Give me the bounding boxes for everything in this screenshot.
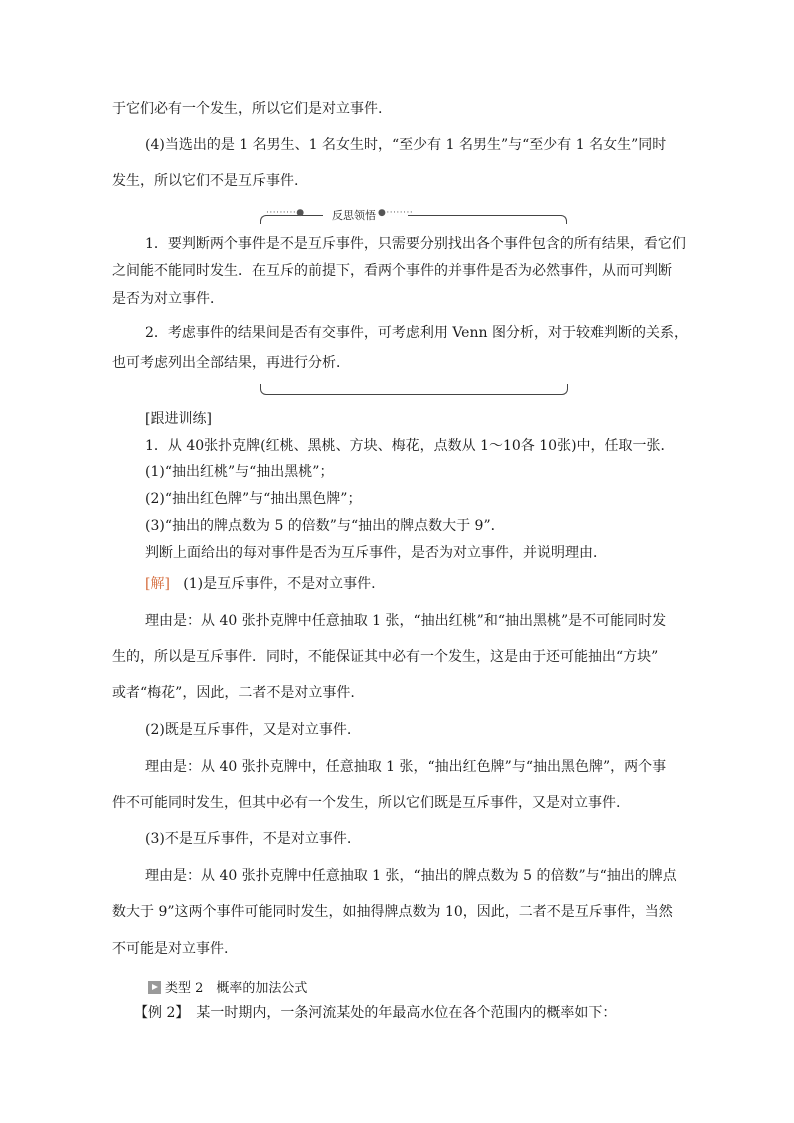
solution-line: (2)既是互斥事件，又是对立事件. [145, 722, 352, 738]
solution-line: 理由是：从 40 张扑克牌中任意抽取 1 张，“抽出红桃”和“抽出黑桃”是不可能同时发 [145, 613, 667, 629]
solution-line: 生的，所以是互斥事件．同时，不能保证其中必有一个发生，这是由于还可能抽出“方块” [112, 649, 659, 665]
solution-line: 数大于 9”这两个事件可能同时发生，如抽得牌点数为 10，因此，二者不是互斥事件，当然 [112, 904, 673, 920]
solution-line: 或者“梅花”，因此，二者不是对立事件. [112, 685, 355, 701]
practice-line: 1．从 40张扑克牌(红桃、黑桃、方块、梅花，点数从 1～10各 10张)中，任取一张． [145, 438, 675, 454]
paragraph: (4)当选出的是 1 名男生、1 名女生时，“至少有 1 名男生”与“至少有 1 名女生”同时 [145, 137, 667, 153]
practice-line: (2)“抽出红色牌”与“抽出黑色牌”； [145, 491, 362, 507]
paragraph: 于它们必有一个发生，所以它们是对立事件. [112, 101, 383, 117]
reflection-line: 也可考虑列出全部结果，再进行分析． [112, 355, 350, 371]
solution-text: (1)是互斥事件，不是对立事件. [183, 576, 376, 592]
reflection-line: 之间能不能同时发生．在互斥的前提下，看两个事件的并事件是否为必然事件，从而可判断 [112, 263, 672, 279]
solution-tag: [解] [145, 576, 170, 592]
reflection-title: 反思领悟 [332, 209, 376, 222]
reflection-line: 1．要判断两个事件是不是互斥事件，只需要分别找出各个事件包含的所有结果，看它们 [145, 236, 686, 252]
solution-first-line [145, 575, 376, 593]
reflection-box-bottom [260, 384, 568, 395]
example-heading: 【例 2】 某一时期内，一条河流某处的年最高水位在各个范围内的概率如下： [134, 1005, 617, 1021]
solution-line: 不可能是对立事件. [112, 941, 229, 957]
solution-line: 理由是：从 40 张扑克牌中，任意抽取 1 张，“抽出红色牌”与“抽出黑色牌”，两个事 [145, 759, 667, 775]
type-label: 类型 2 概率的加法公式 [165, 981, 308, 996]
section-type-heading [148, 977, 307, 996]
play-icon [148, 981, 161, 994]
practice-line: (3)“抽出的牌点数为 5 的倍数”与“抽出的牌点数大于 9”． [145, 518, 505, 534]
decorative-dots: ●········ [378, 208, 414, 218]
solution-line: (3)不是互斥事件，不是对立事件. [145, 831, 352, 847]
practice-line: 判断上面给出的每对事件是否为互斥事件，是否为对立事件，并说明理由． [145, 545, 607, 561]
reflection-line: 是否为对立事件． [112, 291, 224, 307]
reflection-box-top [260, 208, 566, 223]
practice-header: [跟进训练] [145, 411, 212, 427]
paragraph: 发生，所以它们不是互斥事件. [112, 173, 299, 189]
solution-line: 件不可能同时发生，但其中必有一个发生，所以它们既是互斥事件，又是对立事件. [112, 795, 621, 811]
solution-line: 理由是：从 40 张扑克牌中任意抽取 1 张，“抽出的牌点数为 5 的倍数”与“抽出的牌点 [145, 868, 677, 884]
reflection-line: 2．考虑事件的结果间是否有交事件，可考虑利用 Venn 图分析，对于较难判断的关系， [145, 325, 688, 341]
practice-line: (1)“抽出红桃”与“抽出黑桃”； [145, 464, 334, 480]
decorative-dots: ·········● [266, 208, 305, 218]
